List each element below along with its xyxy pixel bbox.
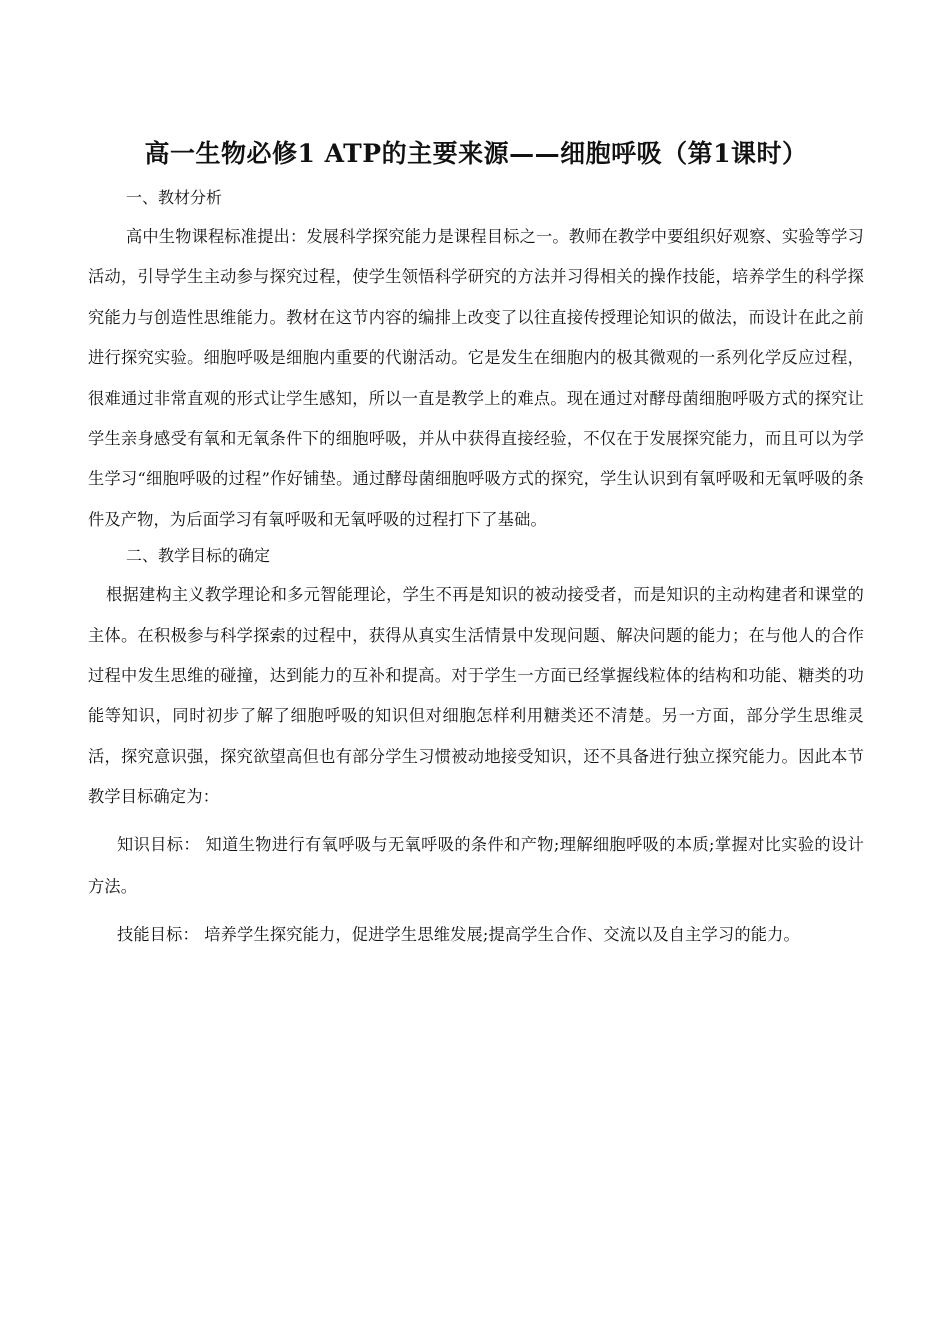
section-heading-textbook-analysis: 一、教材分析 [126,188,223,207]
paragraph-textbook-analysis: 高中生物课程标准提出：发展科学探究能力是课程目标之一。教师在教学中要组织好观察、实验等学习活动，引导学生主动参与探究过程，使学生领悟科学研究的方法并习得相关的操作技能，培养学生的科学探究能力与创造性思维能力。教材在这节内容的编排上改变了以往直接传授理论知识的做法，而设计在此之前进行探究实验。细胞呼吸是细胞内重要的代谢活动。它是发生在细胞内的极其微观的一系列化学反应过程，很难通过非常直观的形式让学生感知，所以一直是教学上的难点。现在通过对酵母菌细胞呼吸方式的探究让学生亲身感受有氧和无氧条件下的细胞呼吸，并从中获得直接经验，不仅在于发展探究能力，而且可以为学生学习“细胞呼吸的过程”作好铺垫。通过酵母菌细胞呼吸方式的探究，学生认识到有氧呼吸和无氧呼吸的条件及产物，为后面学习有氧呼吸和无氧呼吸的过程打下了基础。 [88,227,864,529]
document-title: 高一生物必修1 ATP的主要来源——细胞呼吸（第1课时） [144,139,808,168]
goal-knowledge: 知识目标： 知道生物进行有氧呼吸与无氧呼吸的条件和产物;理解细胞呼吸的本质;掌握对比实验的设计方法。 [88,834,864,896]
paragraph-teaching-goals: 根据建构主义教学理论和多元智能理论，学生不再是知识的被动接受者，而是知识的主动构建者和课堂的主体。在积极参与科学探索的过程中，获得从真实生活情景中发现问题、解决问题的能力；在与他人的合作过程中发生思维的碰撞，达到能力的互补和提高。对于学生一方面已经掌握线粒体的结构和功能、糖类的功能等知识，同时初步了解了细胞呼吸的知识但对细胞怎样利用糖类还不清楚。另一方面，部分学生思维灵活，探究意识强，探究欲望高但也有部分学生习惯被动地接受知识，还不具备进行独立探究能力。因此本节教学目标确定为： [88,585,864,807]
goal-skill: 技能目标： 培养学生探究能力，促进学生思维发展;提高学生合作、交流以及自主学习的能力。 [117,924,800,944]
document-body [88,182,864,956]
section-heading-teaching-goals: 二、教学目标的确定 [126,546,271,566]
